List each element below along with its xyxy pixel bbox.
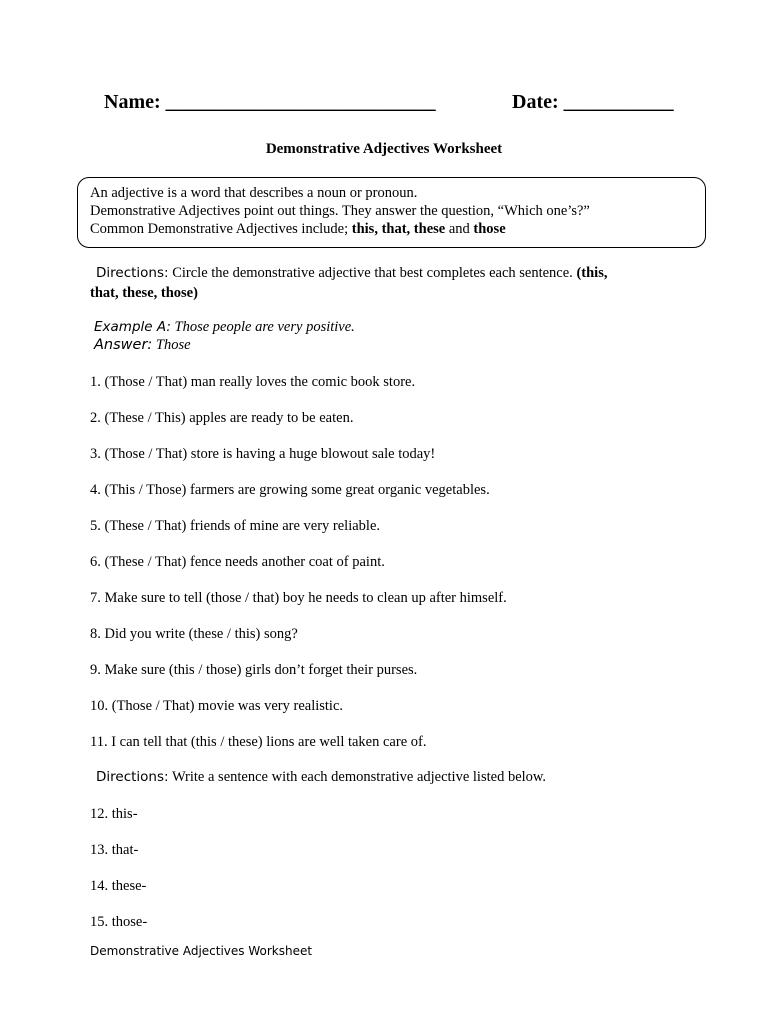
directions-1-line-1 [96, 265, 607, 282]
info-line-3 [90, 221, 506, 238]
writing-item[interactable]: 12. this- [90, 806, 138, 822]
directions-1-line-2 [90, 285, 198, 302]
directions-2-line [96, 769, 546, 786]
question-item[interactable]: 9. Make sure (this / those) girls don’t forget their purses. [90, 662, 418, 678]
question-item[interactable]: 4. (This / Those) farmers are growing some great organic vegetables. [90, 482, 490, 498]
example-label: Example A: [94, 319, 171, 335]
info-line-3-prefix: Common Demonstrative Adjectives include; [90, 221, 352, 237]
example-text: Those people are very positive. [170, 319, 355, 335]
name-field[interactable] [104, 91, 436, 114]
writing-item[interactable]: 15. those- [90, 914, 148, 930]
question-item[interactable]: 3. (Those / That) store is having a huge blowout sale today! [90, 446, 436, 462]
answer-line [94, 337, 191, 354]
info-adjectives-list: this, that, these [351, 221, 446, 237]
answer-label: Answer: [94, 337, 153, 353]
name-label: Name: [104, 91, 161, 113]
question-item[interactable]: 8. Did you write (these / this) song? [90, 626, 298, 642]
worksheet-title: Demonstrative Adjectives Worksheet [265, 141, 503, 157]
info-box [77, 177, 706, 248]
directions-1-options-a: (this, [576, 265, 608, 281]
name-blank[interactable]: ___________________________ [165, 91, 436, 113]
info-line-1: An adjective is a word that describes a noun or pronoun. [90, 185, 418, 201]
question-item[interactable]: 6. (These / That) fence needs another coat of paint. [90, 554, 385, 570]
question-item[interactable]: 10. (Those / That) movie was very realistic. [90, 698, 344, 714]
example-line [94, 319, 355, 336]
directions-1-label: Directions: [96, 265, 169, 281]
question-item[interactable]: 11. I can tell that (this / these) lions are well taken care of. [90, 734, 427, 750]
directions-1-text: Circle the demonstrative adjective that best completes each sentence. [168, 265, 577, 281]
date-label: Date: [512, 91, 559, 113]
writing-item[interactable]: 14. these- [90, 878, 147, 894]
date-field[interactable] [512, 91, 674, 114]
answer-text: Those [152, 337, 191, 353]
question-item[interactable]: 7. Make sure to tell (those / that) boy he needs to clean up after himself. [90, 590, 507, 606]
question-item[interactable]: 2. (These / This) apples are ready to be eaten. [90, 410, 354, 426]
writing-item[interactable]: 13. that- [90, 842, 139, 858]
directions-2-label: Directions: [96, 769, 169, 785]
info-adjective-those: those [473, 221, 506, 237]
info-and: and [445, 221, 474, 237]
date-blank[interactable]: ___________ [563, 91, 674, 113]
footer-text: Demonstrative Adjectives Worksheet [90, 944, 313, 958]
directions-2-text: Write a sentence with each demonstrative adjective listed below. [168, 769, 547, 785]
question-item[interactable]: 1. (Those / That) man really loves the comic book store. [90, 374, 416, 390]
directions-1-options-b: that, these, those) [90, 285, 198, 301]
question-item[interactable]: 5. (These / That) friends of mine are very reliable. [90, 518, 381, 534]
info-line-2: Demonstrative Adjectives point out things. They answer the question, “Which one’s?” [90, 203, 590, 219]
